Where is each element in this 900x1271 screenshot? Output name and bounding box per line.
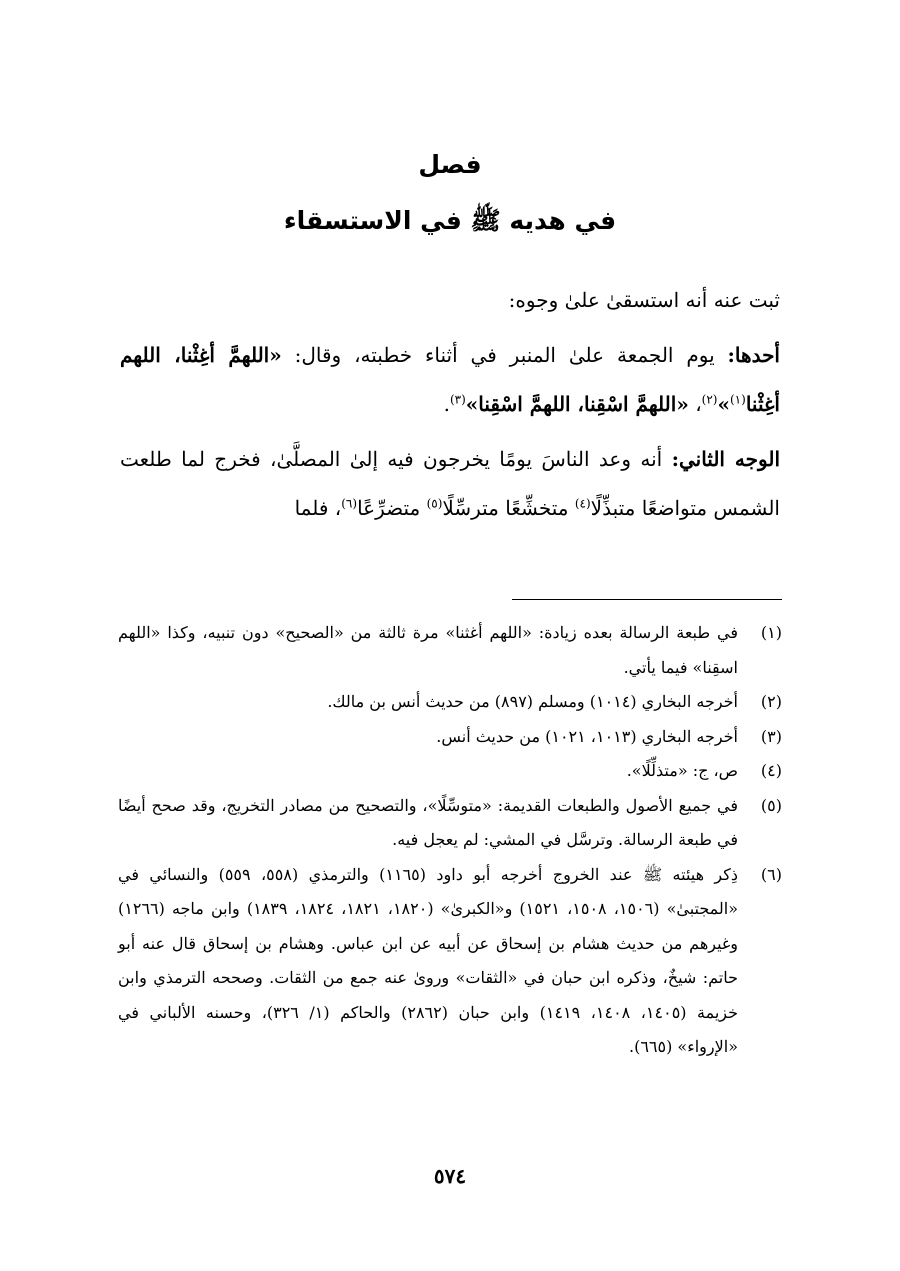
footnote-ref-2[interactable]: (٢): [701, 392, 718, 407]
section-subtitle: في هديه ﷺ في الاستسقاء: [283, 206, 617, 235]
footnote-text: ص، ج: «متذلِّلًا».: [626, 761, 738, 780]
paragraph-text: يوم الجمعة علىٰ المنبر في أثناء خطبته، وقال:: [281, 343, 728, 367]
footnote-number: (٣): [760, 726, 782, 746]
main-text: [120, 276, 780, 539]
paragraph-first-way: [120, 331, 780, 429]
footnote-text: أخرجه البخاري (١٠١٣، ١٠٢١) من حديث أنس.: [436, 726, 738, 746]
footnote-text: ذِكر هيئته ﷺ عند الخروج أخرجه أبو داود (١١٦٥) والترمذي (٥٥٨، ٥٥٩) والنسائي في «المجتبىٰ» (١٥٠٦، ١٥٠٨، ١٥٢١) و«الكبرىٰ» (١٨٢٠، ١٨٢١، ١٨٢٤، ١٨٣٩) وابن ماجه (١٢٦٦) وغيرهم من حديث هشام بن إسحاق عن أبيه عن ابن عباس. وهشام بن إسحاق قال عنه أبو حاتم: شيخٌ، وذكره ابن حبان في «الثقات» وروىٰ عنه جمع من الثقات. وصححه الترمذي وابن خزيمة (١٤٠٥، ١٤٠٨، ١٤١٩) وابن حبان (٢٨٦٢) والحاكم (١/ ٣٢٦)، وحسنه الألباني في «الإرواء» (٦٦٥).: [118, 864, 739, 1056]
paragraph-lead: الوجه الثاني:: [671, 447, 781, 471]
footnote-ref-4[interactable]: (٤): [574, 496, 591, 511]
quote-prayer-water: «اللهمَّ اسْقِنا، اللهمَّ اسْقِنا»: [465, 392, 689, 416]
quote-close: »: [717, 392, 730, 416]
footnote-ref-6[interactable]: (٦): [341, 496, 358, 511]
footnote-6: [118, 858, 782, 1065]
footnote-2: [118, 685, 782, 720]
footnote-ref-1[interactable]: (١): [729, 392, 746, 407]
period: .: [443, 392, 450, 416]
quote-prayer-rain: «اللهمَّ أغِثْنا، اللهم أغِثْنا: [120, 343, 780, 416]
footnote-ref-5[interactable]: (٥): [426, 496, 443, 511]
footnote-text: في طبعة الرسالة بعده زيادة: «اللهم أغثنا» مرة ثالثة من «الصحيح» دون تنبيه، وكذا «اللهم اسقِنا» فيما يأتي.: [118, 623, 738, 677]
footnote-ref-3[interactable]: (٣): [449, 392, 466, 407]
footnote-number: (٢): [760, 692, 782, 711]
footnote-divider: [512, 599, 782, 600]
footnote-4: [118, 754, 782, 789]
footnote-3: [118, 720, 782, 755]
intro-paragraph: ثبت عنه أنه استسقىٰ علىٰ وجوه:: [508, 288, 780, 312]
separator: ،: [688, 392, 702, 416]
footnote-number: (١): [760, 623, 782, 642]
footnote-number: (٥): [760, 795, 782, 815]
paragraph-text: أنه وعد الناسَ يومًا يخرجون فيه إلىٰ المصلَّىٰ، فخرج لما طلعت الشمس متواضعًا متبذِّلًا: [120, 447, 780, 520]
footnotes: [118, 616, 782, 1065]
paragraph-second-way: [120, 435, 780, 533]
footnote-text: أخرجه البخاري (١٠١٤) ومسلم (٨٩٧) من حديث أنس بن مالك.: [327, 692, 738, 711]
footnote-text: في جميع الأصول والطبعات القديمة: «متوسِّلًا»، والتصحيح من مصادر التخريج، وقد صحح أيضًا في طبعة الرسالة. وترسَّل في المشي: لم يعجل فيه.: [118, 795, 738, 849]
paragraph-text: ، فلما: [294, 496, 342, 520]
footnote-number: (٤): [760, 761, 782, 780]
paragraph-lead: أحدها:: [727, 343, 780, 367]
paragraph-text: متخشِّعًا مترسِّلًا: [442, 496, 575, 520]
paragraph-text: متضرِّعًا: [357, 496, 427, 520]
section-title: فصل: [418, 150, 482, 179]
footnote-number: (٦): [760, 864, 782, 884]
page-number: ٥٧٤: [433, 1164, 467, 1188]
footnote-5: [118, 789, 782, 858]
footnote-1: [118, 616, 782, 685]
